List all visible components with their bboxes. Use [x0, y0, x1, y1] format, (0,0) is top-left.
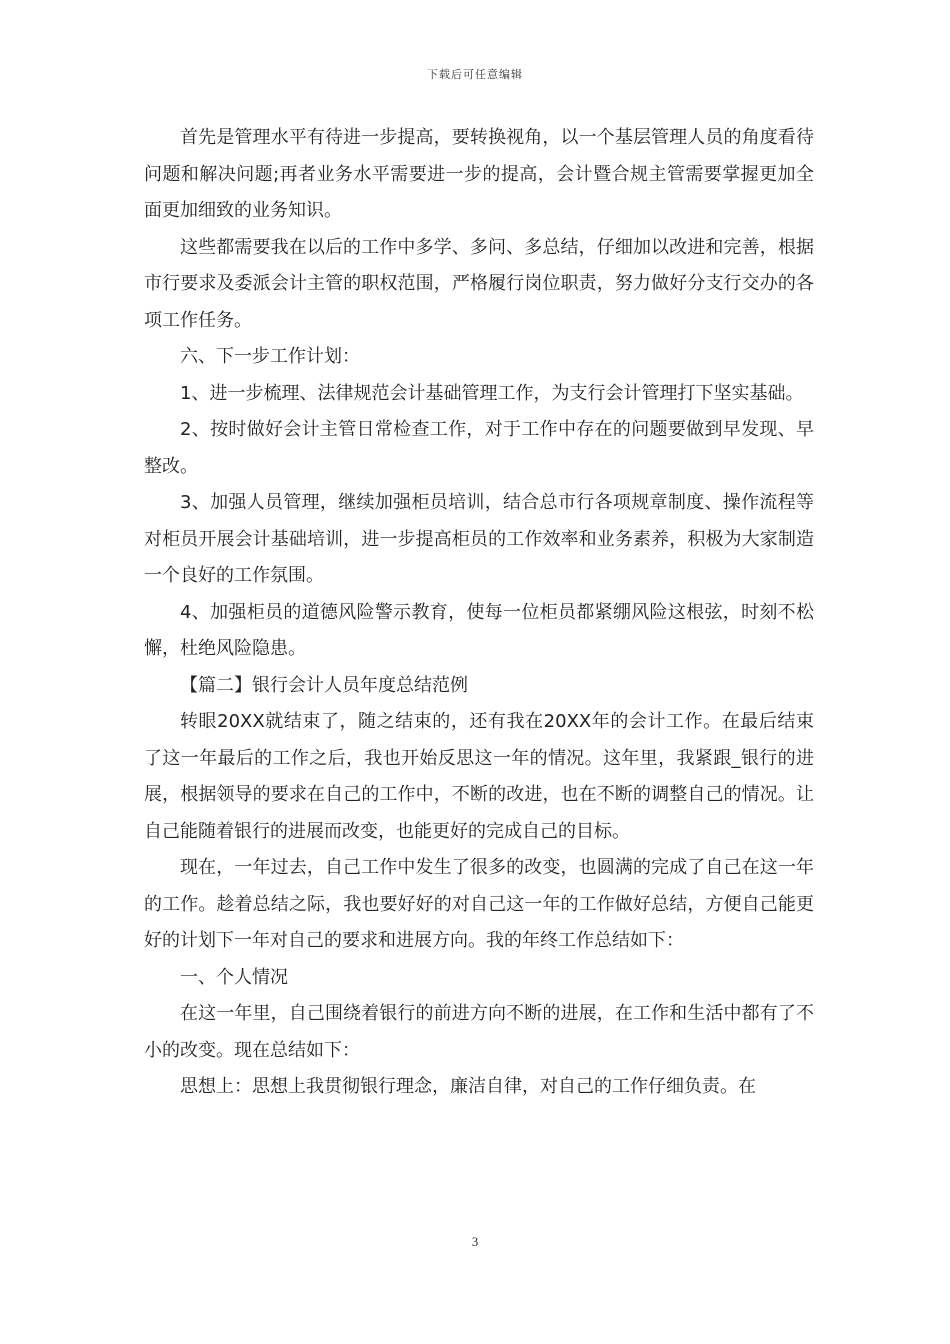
list-item: 4、加强柜员的道德风险警示教育，使每一位柜员都紧绷风险这根弦，时刻不松懈，杜绝风险隐患。	[144, 601, 814, 659]
paragraph: 在这一年里，自己围绕着银行的前进方向不断的进展，在工作和生活中都有了不小的改变。现在总结如下：	[144, 1003, 814, 1061]
list-item: 1、进一步梳理、法律规范会计基础管理工作，为支行会计管理打下坚实基础。	[180, 382, 804, 404]
paragraph: 这些都需要我在以后的工作中多学、多问、多总结，仔细加以改进和完善，根据市行要求及委派会计主管的职权范围，严格履行岗位职责，努力做好分支行交办的各项工作任务。	[144, 236, 814, 331]
section-heading: 六、下一步工作计划：	[180, 346, 360, 367]
article-title: 【篇二】银行会计人员年度总结范例	[180, 674, 468, 696]
paragraph: 首先是管理水平有待进一步提高，要转换视角，以一个基层管理人员的角度看待问题和解决问题;再者业务水平需要进一步的提高，会计暨合规主管需要掌握更加全面更加细致的业务知识。	[144, 127, 814, 221]
section-heading: 一、个人情况	[180, 966, 288, 988]
document-body	[144, 120, 814, 1106]
paragraph: 思想上：思想上我贯彻银行理念，廉洁自律，对自己的工作仔细负责。在	[180, 1076, 756, 1097]
paragraph: 现在，一年过去，自己工作中发生了很多的改变，也圆满的完成了自己在这一年的工作。趁着总结之际，我也要好好的对自己这一年的工作做好总结，方便自己能更好的计划下一年对自己的要求和进展方向。我的年终工作总结如下：	[144, 857, 814, 951]
list-item: 2、按时做好会计主管日常检查工作，对于工作中存在的问题要做到早发现、早整改。	[144, 419, 814, 477]
paragraph: 转眼20XX就结束了，随之结束的，还有我在20XX年的会计工作。在最后结束了这一年最后的工作之后，我也开始反思这一年的情况。这年里，我紧跟_银行的进展，根据领导的要求在自己的工作中，不断的改进，也在不断的调整自己的情况。让自己能随着银行的进展而改变，也能更好的完成自己的目标。	[144, 711, 814, 842]
list-item: 3、加强人员管理，继续加强柜员培训，结合总市行各项规章制度、操作流程等对柜员开展会计基础培训，进一步提高柜员的工作效率和业务素养，积极为大家制造一个良好的工作氛围。	[144, 492, 814, 586]
page-header: 下载后可任意编辑	[427, 68, 523, 81]
page-number: 3	[471, 1234, 479, 1249]
